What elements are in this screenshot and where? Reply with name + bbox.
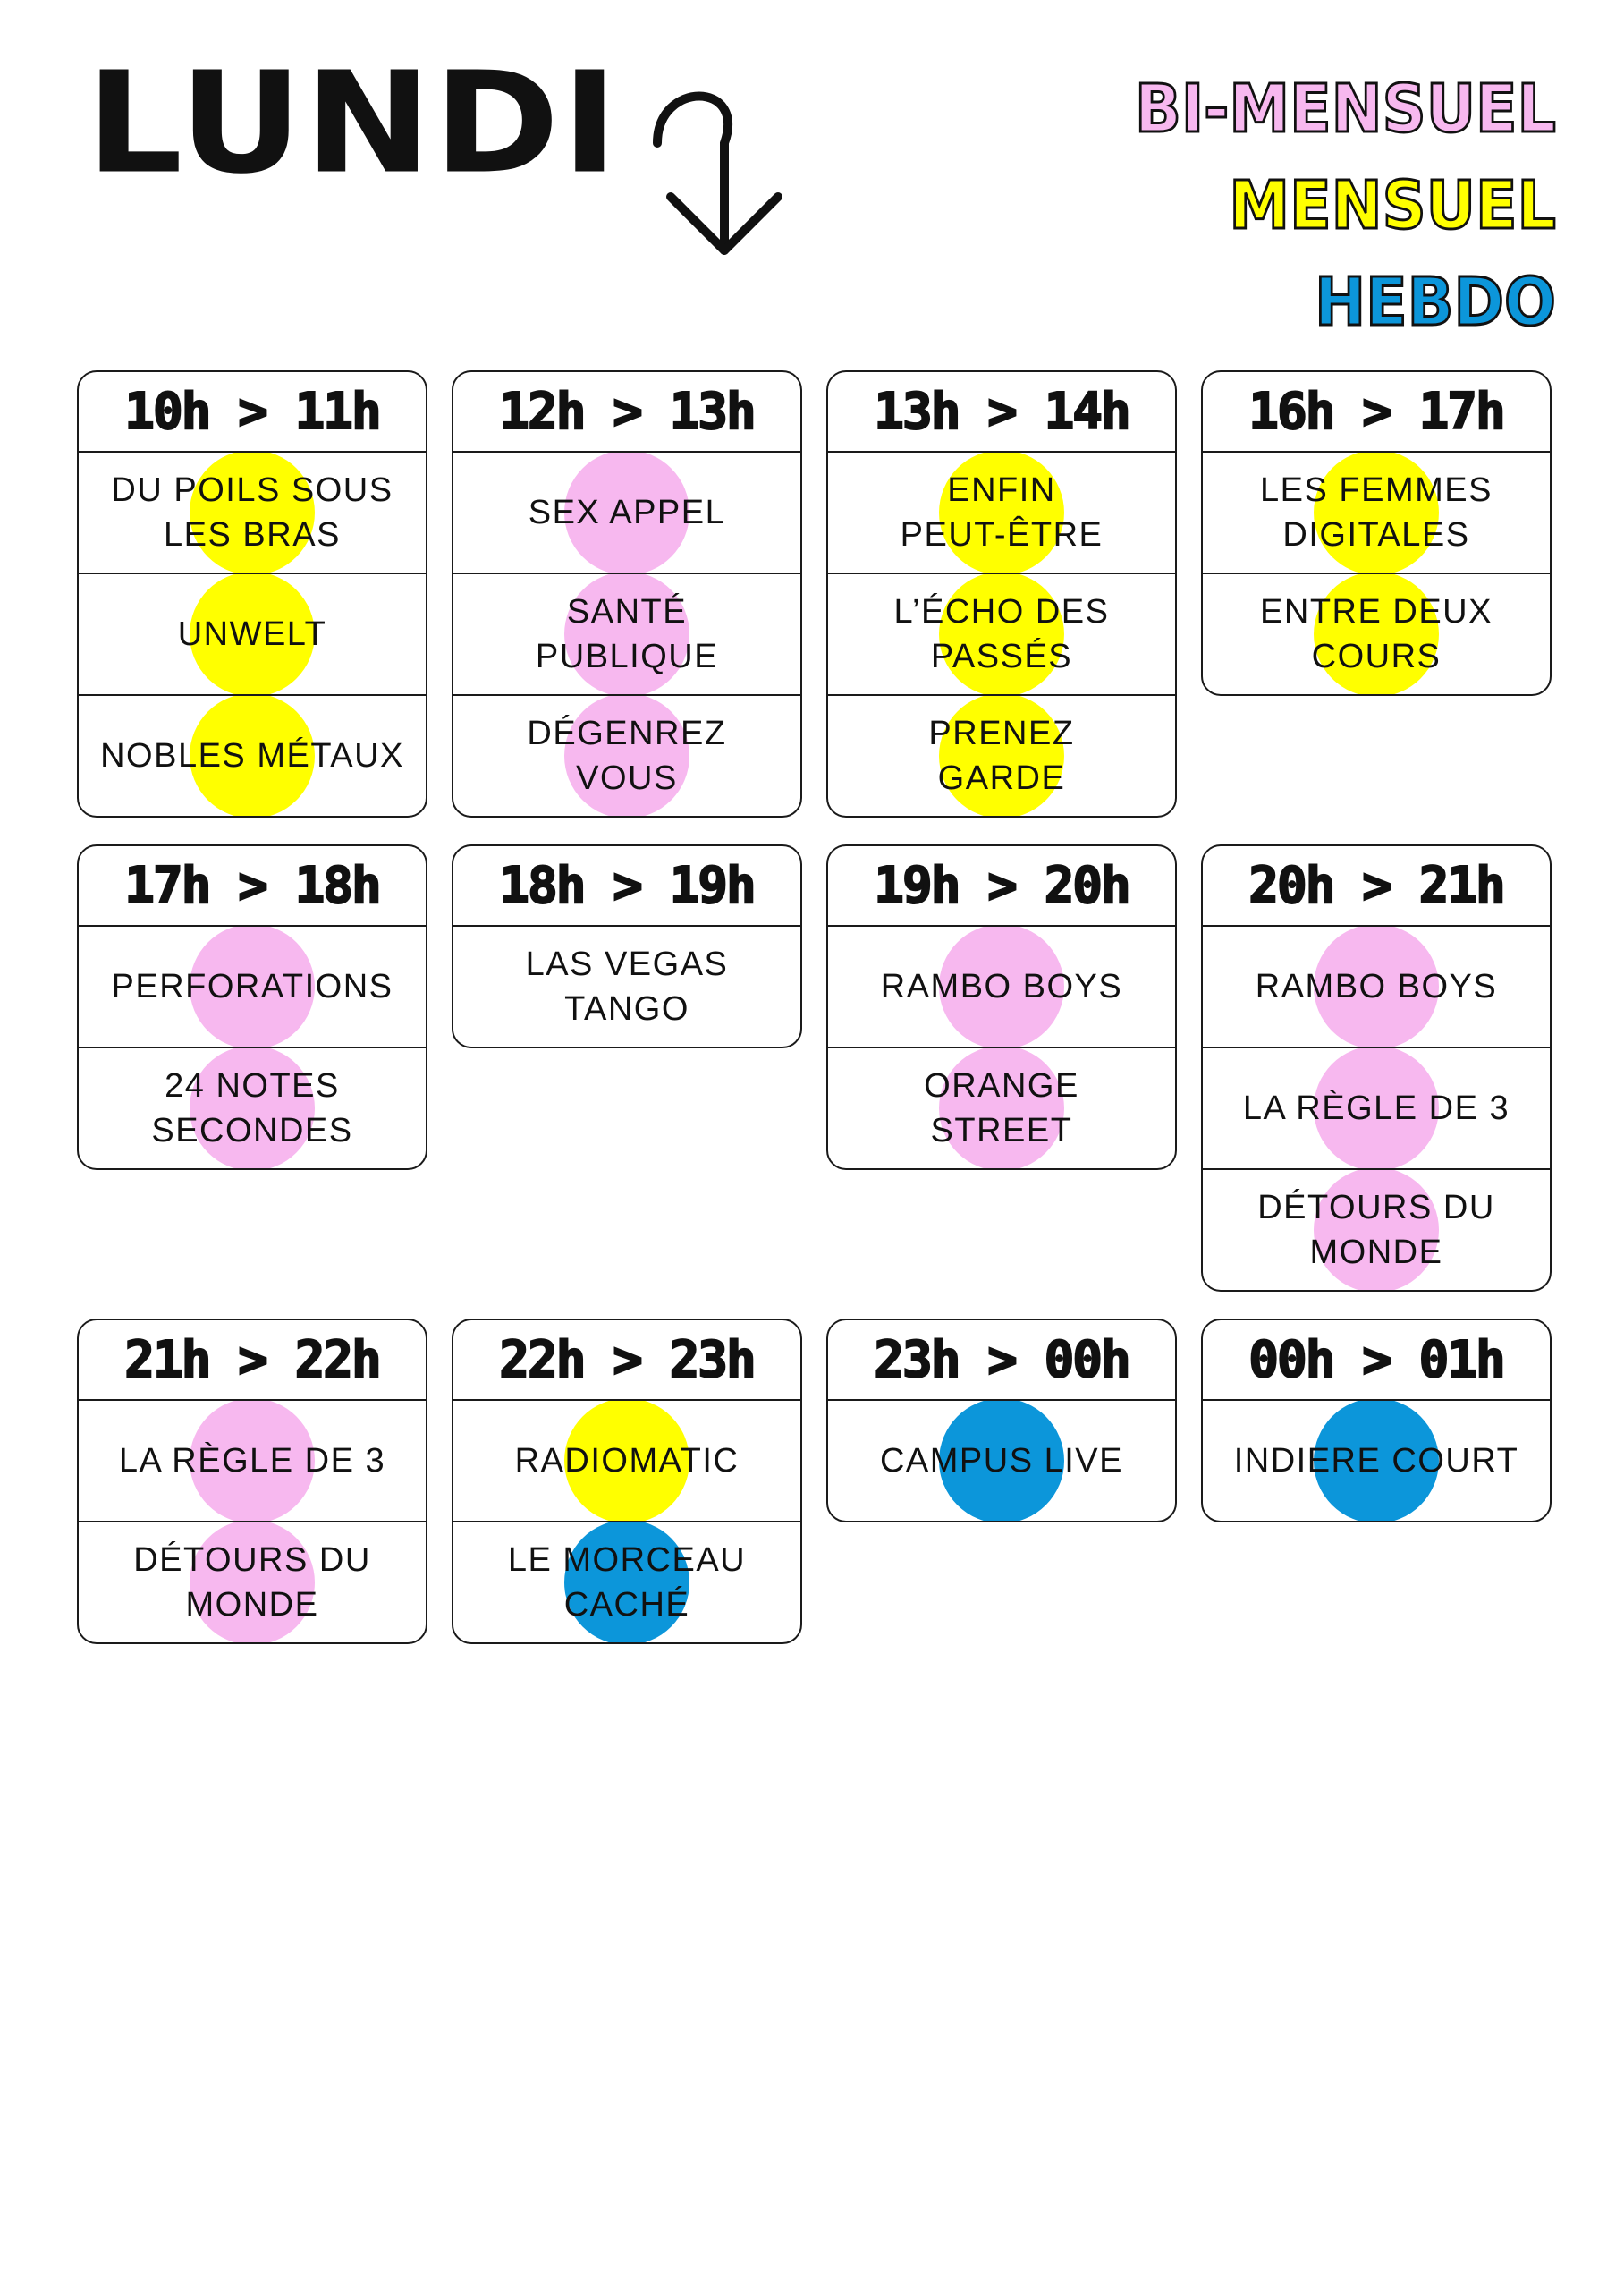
time-slot-card <box>1201 844 1552 1292</box>
show-name: L’ÉCHO DES PASSÉS <box>893 593 1110 675</box>
show-slot <box>79 696 426 816</box>
show-name: DU POILS SOUS LES BRAS <box>111 471 393 554</box>
show-name: LE MORCEAU CACHÉ <box>507 1541 747 1624</box>
legend-item: BI-MENSUEL <box>1135 71 1556 148</box>
legend-item: HEBDO <box>1315 264 1556 341</box>
show-name: LAS VEGAS TANGO <box>525 946 729 1028</box>
show-slot <box>79 453 426 574</box>
show-slot <box>453 453 800 574</box>
show-name: PRENEZ GARDE <box>928 715 1075 797</box>
show-name: PERFORATIONS <box>111 968 393 1005</box>
show-name: LES FEMMES DIGITALES <box>1260 471 1493 554</box>
time-slot-card <box>1201 370 1552 696</box>
time-range: 19h > 20h <box>828 846 1175 927</box>
time-range: 10h > 11h <box>79 372 426 453</box>
show-name: NOBLES MÉTAUX <box>100 737 404 775</box>
time-range: 12h > 13h <box>453 372 800 453</box>
show-name: SANTÉ PUBLIQUE <box>535 593 719 675</box>
show-slot <box>828 696 1175 816</box>
time-range: 13h > 14h <box>828 372 1175 453</box>
show-slot <box>828 1401 1175 1521</box>
show-slot <box>1203 1401 1550 1521</box>
show-slot <box>828 574 1175 696</box>
show-slot <box>453 927 800 1047</box>
time-range: 00h > 01h <box>1203 1320 1550 1401</box>
time-slot-card <box>826 1319 1177 1522</box>
show-slot <box>79 1401 426 1522</box>
time-range: 20h > 21h <box>1203 846 1550 927</box>
curved-down-arrow-icon <box>639 72 809 267</box>
time-range: 21h > 22h <box>79 1320 426 1401</box>
time-slot-card <box>826 370 1177 818</box>
show-name: DÉTOURS DU MONDE <box>1257 1189 1495 1271</box>
show-slot <box>828 453 1175 574</box>
show-slot <box>1203 1170 1550 1290</box>
frequency-legend <box>1135 61 1556 351</box>
time-slot-card <box>1201 1319 1552 1522</box>
show-slot <box>453 696 800 816</box>
page-title: LUNDI <box>86 42 620 206</box>
show-name: SEX APPEL <box>528 494 726 531</box>
show-name: LA RÈGLE DE 3 <box>1242 1090 1510 1127</box>
show-slot <box>453 1401 800 1522</box>
time-slot-card <box>452 844 802 1048</box>
show-slot <box>828 927 1175 1048</box>
time-range: 18h > 19h <box>453 846 800 927</box>
time-slot-card <box>452 370 802 818</box>
show-name: 24 NOTES SECONDES <box>151 1067 353 1149</box>
time-range: 22h > 23h <box>453 1320 800 1401</box>
show-name: RAMBO BOYS <box>1255 968 1498 1005</box>
show-name: ENFIN PEUT-ÊTRE <box>900 471 1104 554</box>
show-name: CAMPUS LIVE <box>879 1442 1124 1480</box>
show-slot <box>1203 927 1550 1048</box>
time-slot-card <box>77 1319 427 1644</box>
show-name: DÉGENREZ VOUS <box>527 715 727 797</box>
show-slot <box>1203 574 1550 694</box>
show-name: UNWELT <box>177 615 327 653</box>
time-slot-card <box>826 844 1177 1170</box>
time-slot-card <box>452 1319 802 1644</box>
show-name: RAMBO BOYS <box>880 968 1123 1005</box>
show-name: INDIERE COURT <box>1233 1442 1519 1480</box>
show-slot <box>828 1048 1175 1168</box>
show-name: LA RÈGLE DE 3 <box>118 1442 386 1480</box>
time-range: 16h > 17h <box>1203 372 1550 453</box>
show-slot <box>1203 1048 1550 1170</box>
time-range: 23h > 00h <box>828 1320 1175 1401</box>
show-slot <box>453 574 800 696</box>
legend-item: MENSUEL <box>1229 167 1556 244</box>
time-slot-card <box>77 844 427 1170</box>
show-slot <box>1203 453 1550 574</box>
show-slot <box>453 1522 800 1642</box>
show-slot <box>79 1522 426 1642</box>
show-name: DÉTOURS DU MONDE <box>133 1541 371 1624</box>
show-slot <box>79 927 426 1048</box>
time-slot-card <box>77 370 427 818</box>
time-range: 17h > 18h <box>79 846 426 927</box>
show-name: ORANGE STREET <box>924 1067 1079 1149</box>
show-slot <box>79 574 426 696</box>
show-name: ENTRE DEUX COURS <box>1260 593 1493 675</box>
show-slot <box>79 1048 426 1168</box>
show-name: RADIOMATIC <box>514 1442 740 1480</box>
